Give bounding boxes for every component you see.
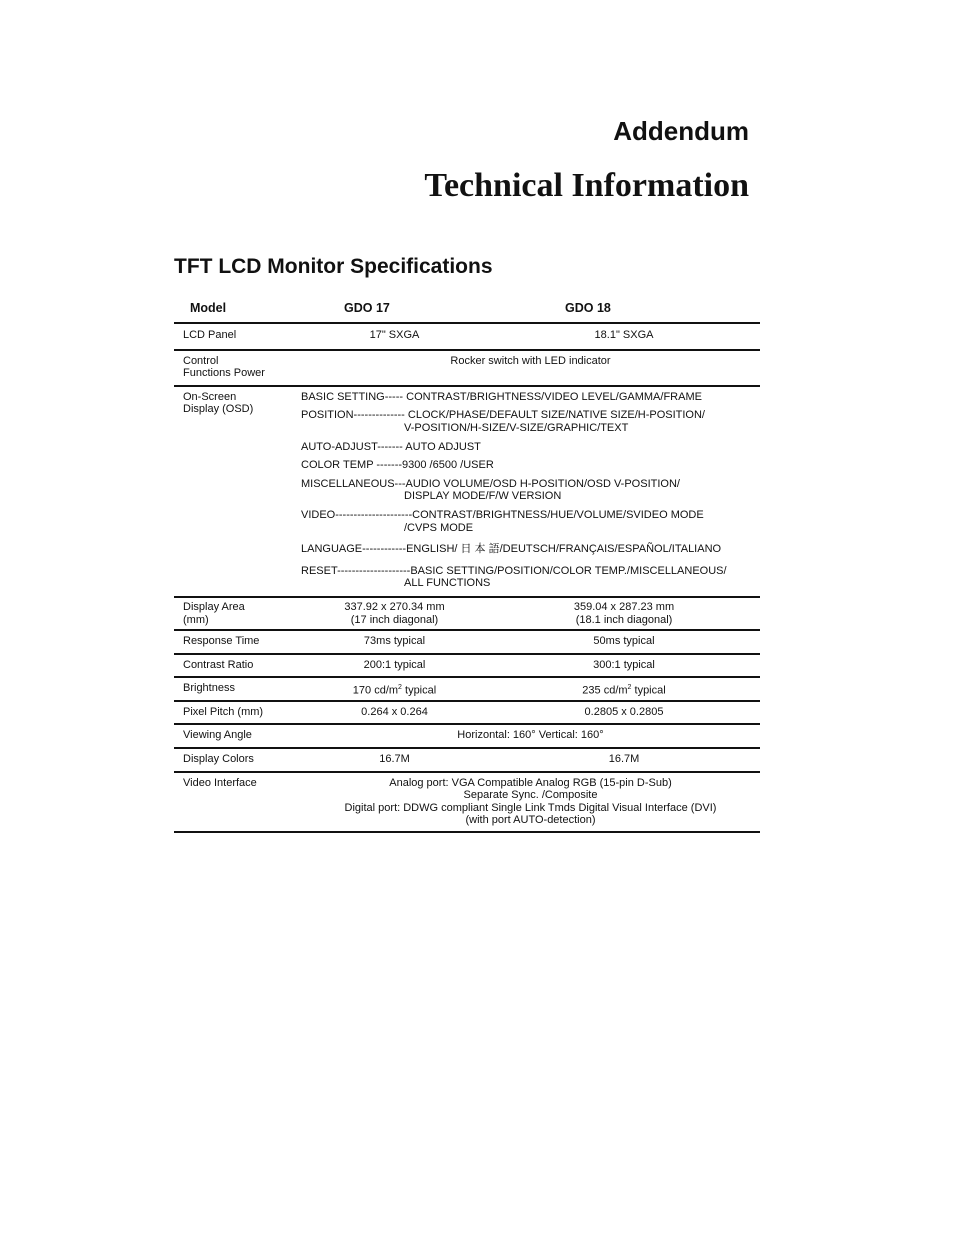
row-label-line: Display (OSD) — [183, 403, 254, 416]
cell-gdo17 — [301, 597, 488, 630]
cell-gdo18: 18.1" SXGA — [488, 323, 760, 350]
superscript: 2 — [627, 684, 632, 692]
cell-span: Rocker switch with LED indicator — [301, 350, 760, 386]
row-label-line: Functions Power — [183, 367, 265, 380]
osd-value-cont: DISPLAY MODE/F/W VERSION — [404, 490, 562, 503]
cell-gdo18 — [488, 677, 760, 701]
cell-gdo17: 16.7M — [301, 748, 488, 772]
cell-gdo17: 0.264 x 0.264 — [301, 701, 488, 725]
row-label-line: Display Area — [183, 600, 245, 613]
osd-value: BASIC SETTING/POSITION/COLOR TEMP./MISCELLANEOUS/ — [410, 564, 727, 577]
row-label: Viewing Angle — [174, 724, 301, 748]
osd-key: VIDEO--------------------- — [301, 508, 413, 521]
cell-text: 170 cd/m — [352, 684, 399, 697]
table-row — [174, 748, 760, 772]
osd-item — [301, 478, 760, 503]
cell-line: (17 inch diagonal) — [350, 613, 439, 626]
osd-item — [301, 509, 760, 534]
osd-value-cont: ALL FUNCTIONS — [404, 577, 491, 590]
cell-gdo17 — [301, 677, 488, 701]
table-row — [174, 654, 760, 678]
osd-value: AUDIO VOLUME/OSD H-POSITION/OSD V-POSITION/ — [405, 477, 680, 490]
cell-gdo18: 0.2805 x 0.2805 — [488, 701, 760, 725]
table-row — [174, 677, 760, 701]
row-label: Display Colors — [174, 748, 301, 772]
osd-value: 9300 /6500 /USER — [402, 459, 494, 472]
page-title: Technical Information — [424, 167, 749, 204]
row-label — [174, 386, 301, 597]
osd-key: MISCELLANEOUS--- — [301, 477, 406, 490]
osd-item — [301, 441, 760, 454]
row-label: Pixel Pitch (mm) — [174, 701, 301, 725]
cell-text: typical — [401, 684, 437, 697]
section-title: TFT LCD Monitor Specifications — [174, 255, 493, 278]
cell-line: Analog port: VGA Compatible Analog RGB (15-pin D-Sub) — [389, 776, 672, 789]
column-header-gdo18: GDO 18 — [565, 301, 611, 315]
row-label: Video Interface — [174, 772, 301, 832]
cell-line: 337.92 x 270.34 mm — [344, 600, 445, 613]
row-label: Contrast Ratio — [174, 654, 301, 678]
osd-item — [301, 459, 760, 472]
osd-key: COLOR TEMP ------- — [301, 459, 403, 472]
table-row — [174, 772, 760, 832]
table-row — [174, 350, 760, 386]
cell-span — [301, 772, 760, 832]
cell-gdo18: 300:1 typical — [488, 654, 760, 678]
osd-list — [301, 386, 760, 597]
osd-value: ENGLISH/ 日 本 語/DEUTSCH/FRANÇAIS/ESPAÑOL/ITALIANO — [406, 543, 722, 556]
osd-key: BASIC SETTING----- — [301, 390, 404, 403]
table-row — [174, 323, 760, 350]
cell-gdo17: 17" SXGA — [301, 323, 488, 350]
osd-item — [301, 409, 760, 434]
table-row — [174, 386, 760, 597]
osd-value: CONTRAST/BRIGHTNESS/HUE/VOLUME/SVIDEO MODE — [412, 508, 704, 521]
row-label-line: (mm) — [183, 613, 209, 626]
cell-line: Separate Sync. /Composite — [463, 789, 598, 802]
spec-table — [174, 322, 760, 833]
row-label: LCD Panel — [174, 323, 301, 350]
row-label: Response Time — [174, 630, 301, 654]
cell-line: 359.04 x 287.23 mm — [573, 600, 675, 613]
cell-gdo17: 73ms typical — [301, 630, 488, 654]
superscript: 2 — [398, 684, 402, 692]
row-label — [174, 597, 301, 630]
osd-item — [301, 391, 760, 404]
osd-item — [301, 543, 760, 556]
row-label-line: Control — [183, 354, 219, 367]
osd-value: AUTO ADJUST — [402, 440, 481, 453]
osd-value-cont: V-POSITION/H-SIZE/V-SIZE/GRAPHIC/TEXT — [404, 421, 629, 434]
cell-line: (18.1 inch diagonal) — [575, 613, 673, 626]
cell-gdo18: 50ms typical — [488, 630, 760, 654]
osd-key: LANGUAGE------------ — [301, 543, 407, 556]
addendum-heading: Addendum — [613, 116, 749, 146]
cell-line: Digital port: DDWG compliant Single Link Tmds Digital Visual Interface (DVI) — [344, 801, 717, 814]
cell-gdo18: 16.7M — [488, 748, 760, 772]
osd-value: CONTRAST/BRIGHTNESS/VIDEO LEVEL/GAMMA/FRAME — [403, 390, 702, 403]
cell-gdo18 — [488, 597, 760, 630]
table-row — [174, 597, 760, 630]
row-label-line: On-Screen — [183, 390, 237, 403]
osd-key: RESET-------------------- — [301, 564, 411, 577]
column-header-model: Model — [190, 301, 227, 315]
column-header-gdo17: GDO 17 — [344, 301, 390, 315]
osd-item — [301, 565, 760, 590]
cell-gdo17: 200:1 typical — [301, 654, 488, 678]
row-label — [174, 350, 301, 386]
osd-key: AUTO-ADJUST------- — [301, 440, 403, 453]
osd-value-cont: /CVPS MODE — [404, 521, 474, 534]
cell-text: 235 cd/m — [582, 684, 628, 697]
table-row — [174, 724, 760, 748]
cell-span: Horizontal: 160° Vertical: 160° — [301, 724, 760, 748]
cell-text: typical — [631, 684, 666, 697]
osd-key: POSITION-------------- — [301, 409, 405, 422]
table-row — [174, 701, 760, 725]
osd-value: CLOCK/PHASE/DEFAULT SIZE/NATIVE SIZE/H-POSITION/ — [404, 409, 705, 422]
table-row — [174, 630, 760, 654]
row-label: Brightness — [174, 677, 301, 701]
cell-line: (with port AUTO-detection) — [465, 814, 596, 827]
